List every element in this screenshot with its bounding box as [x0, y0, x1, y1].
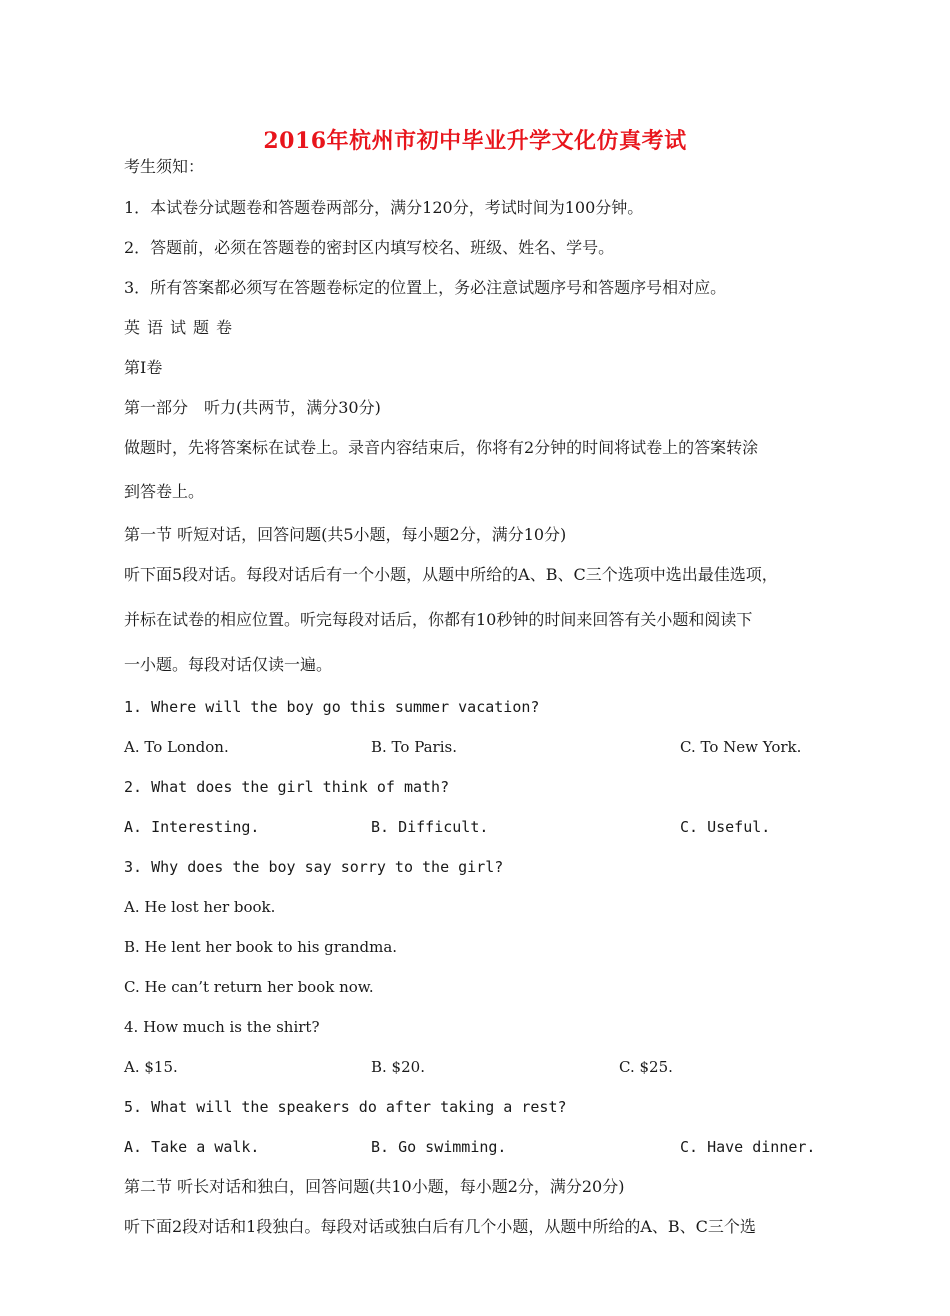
- notice-item-1: 1．本试卷分试题卷和答题卷两部分，满分120分，考试时间为100分钟。: [124, 198, 644, 217]
- exam-title: 2016年杭州市初中毕业升学文化仿真考试: [263, 128, 687, 154]
- question-5-option-c: C. Have dinner.: [680, 1138, 816, 1156]
- section1-instruction-line2: 并标在试卷的相应位置。听完每段对话后，你都有10秒钟的时间来回答有关小题和阅读下: [124, 610, 753, 629]
- volume-label: 第Ⅰ卷: [124, 358, 163, 377]
- notice-item-2: 2．答题前，必须在答题卷的密封区内填写校名、班级、姓名、学号。: [124, 238, 615, 257]
- question-2-stem: 2. What does the girl think of math?: [124, 778, 450, 796]
- section2-heading: 第二节 听长对话和独白，回答问题(共10小题，每小题2分，满分20分): [124, 1177, 625, 1196]
- question-1-option-b: B. To Paris.: [371, 738, 457, 756]
- paper-label: 英语试题卷: [124, 318, 240, 337]
- notice-heading: 考生须知：: [124, 157, 205, 176]
- question-3-stem: 3. Why does the boy say sorry to the girl?: [124, 858, 504, 876]
- question-2-option-c: C. Useful.: [680, 818, 771, 836]
- section1-heading: 第一节 听短对话，回答问题(共5小题，每小题2分，满分10分): [124, 525, 567, 544]
- section1-instruction-line1: 听下面5段对话。每段对话后有一个小题，从题中所给的A、B、C三个选项中选出最佳选项，: [124, 565, 778, 584]
- notice-item-3: 3．所有答案都必须写在答题卷标定的位置上，务必注意试题序号和答题序号相对应。: [124, 278, 727, 297]
- question-3-option-a: A. He lost her book.: [124, 898, 276, 916]
- section2-instruction-line1: 听下面2段对话和1段独白。每段对话或独白后有几个小题，从题中所给的A、B、C三个选: [124, 1217, 756, 1236]
- part1-heading: 第一部分 听力(共两节，满分30分): [124, 398, 381, 417]
- question-5-stem: 5. What will the speakers do after taking a rest?: [124, 1098, 567, 1116]
- question-4-option-a: A. $15.: [124, 1058, 178, 1076]
- question-2-option-b: B. Difficult.: [371, 818, 489, 836]
- question-1-option-c: C. To New York.: [680, 738, 802, 756]
- question-4-option-b: B. $20.: [371, 1058, 425, 1076]
- question-3-option-c: C. He can’t return her book now.: [124, 978, 374, 996]
- question-5-option-a: A. Take a walk.: [124, 1138, 260, 1156]
- part1-instruction-line1: 做题时，先将答案标在试卷上。录音内容结束后，你将有2分钟的时间将试卷上的答案转涂: [124, 438, 759, 457]
- question-4-stem: 4. How much is the shirt?: [124, 1018, 320, 1036]
- section1-instruction-line3: 一小题。每段对话仅读一遍。: [124, 655, 333, 674]
- question-4-option-c: C. $25.: [619, 1058, 673, 1076]
- part1-instruction-line2: 到答卷上。: [124, 482, 205, 501]
- question-3-option-b: B. He lent her book to his grandma.: [124, 938, 398, 956]
- question-2-option-a: A. Interesting.: [124, 818, 260, 836]
- question-1-stem: 1. Where will the boy go this summer vacation?: [124, 698, 540, 716]
- question-1-option-a: A. To London.: [124, 738, 229, 756]
- question-5-option-b: B. Go swimming.: [371, 1138, 507, 1156]
